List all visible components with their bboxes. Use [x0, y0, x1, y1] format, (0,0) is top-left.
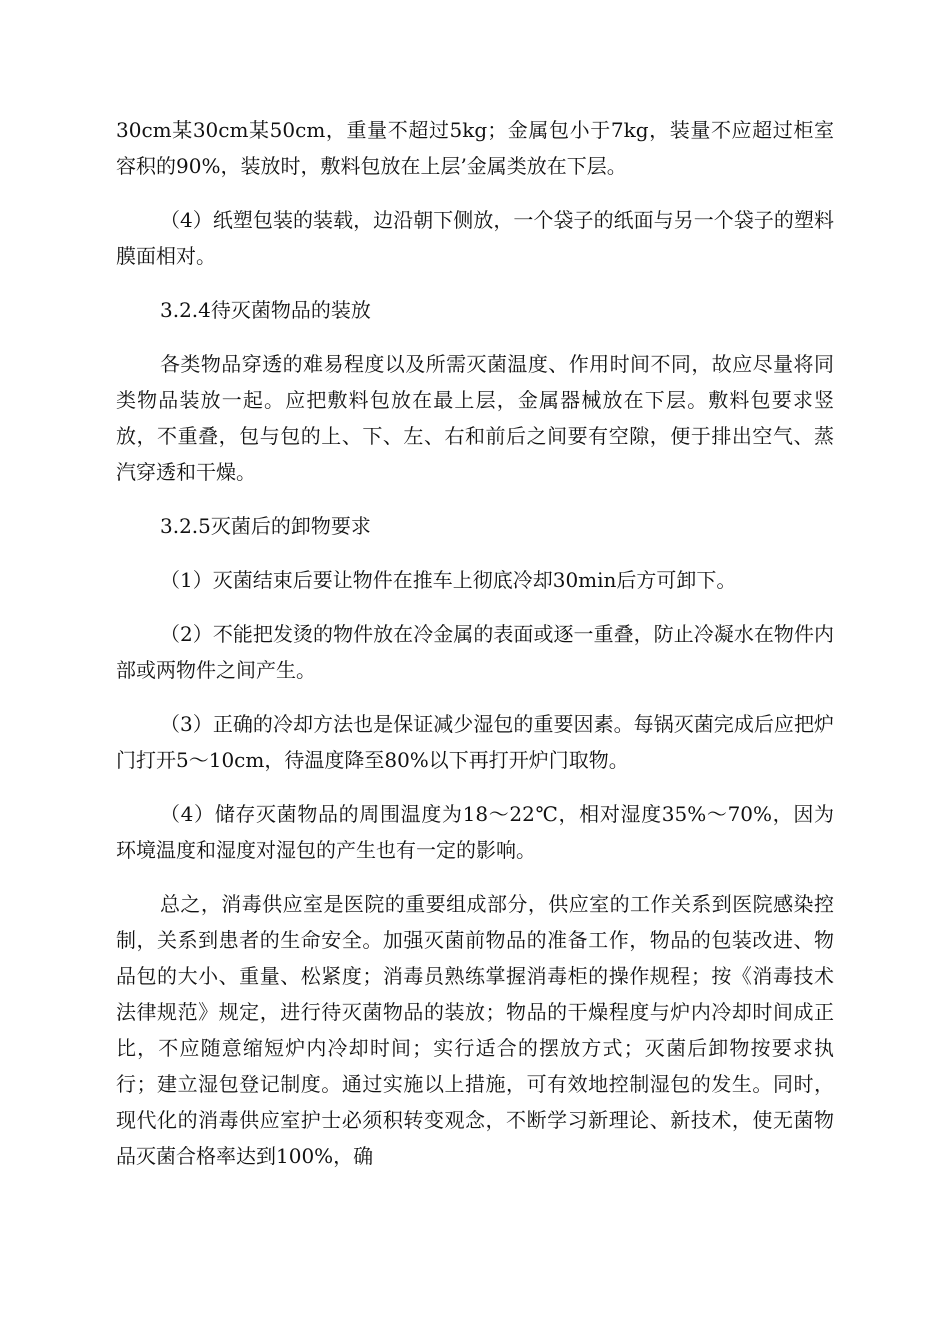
paragraph-item-1-cooling: （1）灭菌结束后要让物件在推车上彻底冷却30min后方可卸下。	[160, 568, 737, 592]
paragraph-item-4-paper-plastic: （4）纸塑包装的装载，边沿朝下侧放，一个袋子的纸面与另一个袋子的塑料膜面相对。	[116, 208, 834, 268]
paragraph-conclusion: 总之，消毒供应室是医院的重要组成部分，供应室的工作关系到医院感染控制，关系到患者的生命安全。加强灭菌前物品的准备工作，物品的包装改进、物品包的大小、重量、松紧度；消毒员熟练掌握消毒柜的操作规程；按《消毒技术法律规范》规定，进行待灭菌物品的装放；物品的干燥程度与炉内冷却时间成正比，不应随意缩短炉内冷却时间；实行适合的摆放方式；灭菌后卸物按要求执行；建立湿包登记制度。通过实施以上措施，可有效地控制湿包的发生。同时，现代化的消毒供应室护士必须积转变观念，不断学习新理论、新技术，使无菌物品灭菌合格率达到100%，确	[116, 892, 834, 1168]
paragraph-item-4-storage: （4）储存灭菌物品的周围温度为18～22℃，相对湿度35%～70%，因为环境温度和湿度对湿包的产生也有一定的影响。	[116, 802, 834, 862]
section-heading-3-2-4: 3.2.4待灭菌物品的装放	[160, 298, 371, 322]
paragraph-item-2-no-stacking: （2）不能把发烫的物件放在冷金属的表面或逐一重叠，防止冷凝水在物件内部或两物件之间产生。	[116, 622, 834, 682]
section-heading-3-2-5: 3.2.5灭菌后的卸物要求	[160, 514, 371, 538]
paragraph-continuation: 30cm某30cm某50cm，重量不超过5kg；金属包小于7kg，装量不应超过柜室容积的90%，装放时，敷料包放在上层’金属类放在下层。	[116, 118, 834, 178]
paragraph-item-3-cooling-method: （3）正确的冷却方法也是保证减少湿包的重要因素。每锅灭菌完成后应把炉门打开5～10cm，待温度降至80%以下再打开炉门取物。	[116, 712, 834, 772]
document-page	[116, 112, 834, 1192]
paragraph-loading-rules: 各类物品穿透的难易程度以及所需灭菌温度、作用时间不同，故应尽量将同类物品装放一起。应把敷料包放在最上层，金属器械放在下层。敷料包要求竖放，不重叠，包与包的上、下、左、右和前后之间要有空隙，便于排出空气、蒸汽穿透和干燥。	[116, 352, 834, 484]
